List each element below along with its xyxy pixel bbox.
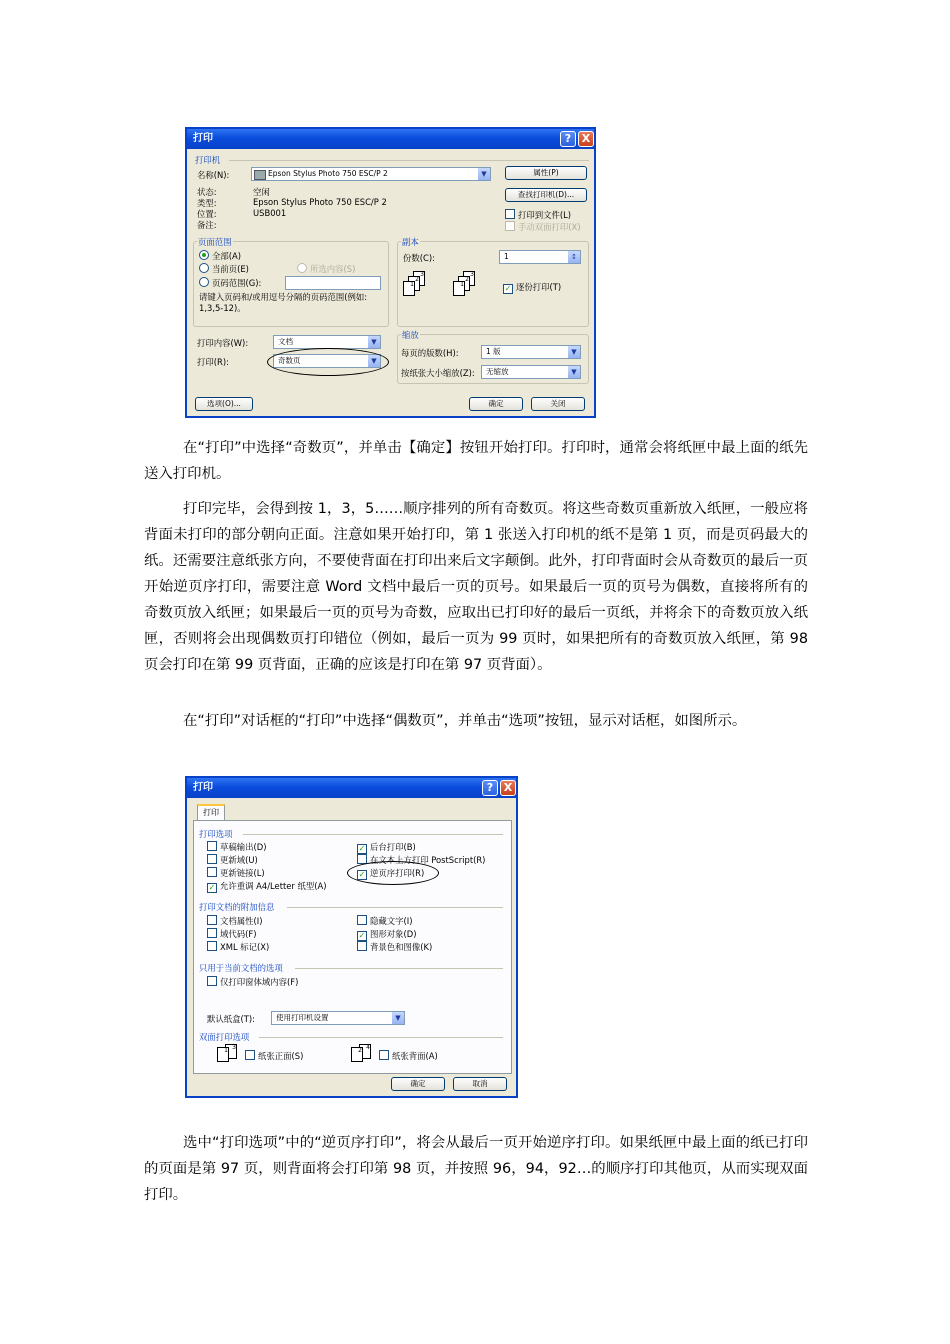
current-doc-separator: [295, 968, 503, 969]
scale-label: 按纸张大小缩放(Z):: [401, 368, 475, 378]
print-what-value: 文档: [278, 337, 293, 346]
status-label: 状态:: [197, 187, 217, 197]
copies-value: 1: [504, 252, 509, 261]
form-data-checkbox[interactable]: [207, 976, 298, 988]
check-icon: ✓: [504, 284, 512, 293]
print-dialog: [185, 127, 596, 418]
drawing-objects-label: 图形对象(D): [370, 929, 417, 939]
copies-spinner[interactable]: [499, 250, 581, 264]
default-tray-value: 使用打印机设置: [276, 1013, 329, 1022]
checkbox-box: [207, 976, 217, 986]
back-checkbox[interactable]: [379, 1050, 438, 1062]
comment-label: 备注:: [197, 220, 217, 230]
range-current-radio[interactable]: [199, 263, 249, 275]
xml-tags-checkbox[interactable]: [207, 941, 269, 953]
type-value: Epson Stylus Photo 750 ESC/P 2: [253, 197, 387, 207]
close-window-button[interactable]: X: [500, 780, 516, 796]
background-print-label: 后台打印(B): [370, 842, 416, 852]
field-codes-checkbox[interactable]: [207, 928, 256, 940]
print-to-file-label: 打印到文件(L): [518, 210, 572, 220]
range-all-label: 全部(A): [212, 251, 242, 261]
chevron-down-icon: ▼: [478, 168, 490, 180]
find-printer-button[interactable]: 查找打印机(D)...: [505, 188, 587, 202]
printer-name-value: Epson Stylus Photo 750 ESC/P 2: [268, 169, 388, 178]
checkbox-box: [207, 941, 217, 951]
dialog-title: 打印: [193, 133, 213, 144]
print-options-separator: [243, 834, 503, 835]
chevron-down-icon: ▼: [368, 336, 380, 348]
spinner-icon: ↕: [568, 251, 580, 263]
bg-colors-checkbox[interactable]: [357, 941, 432, 953]
paragraph-4: 选中“打印选项”中的“逆页序打印”，将会从最后一页开始逆序打印。如果纸匣中最上面的纸已打印的页面是第 97 页，则背面将会打印第 98 页，并按照 96，94，92…的顺序打印其他页，从而实现双面打印。: [144, 1135, 808, 1203]
hidden-text-checkbox[interactable]: [357, 915, 413, 927]
checkbox-box: [505, 221, 515, 231]
update-links-checkbox[interactable]: [207, 867, 265, 879]
radio-dot: [297, 263, 307, 273]
hidden-text-label: 隐藏文字(I): [370, 916, 413, 926]
doc-properties-label: 文档属性(I): [220, 916, 263, 926]
dialog-title-bar[interactable]: [187, 778, 516, 798]
collate-label: 逐份打印(T): [516, 282, 562, 292]
print-value: 奇数页: [278, 356, 301, 365]
chevron-down-icon: ▼: [568, 346, 580, 358]
properties-button[interactable]: 属性(P): [505, 166, 587, 180]
check-icon: ✓: [358, 931, 366, 940]
range-selection-label: 所选内容(S): [310, 264, 356, 274]
zoom-group-title: 缩放: [402, 330, 419, 340]
checkbox-box: [207, 915, 217, 925]
highlight-oval: [347, 861, 439, 885]
type-label: 类型:: [197, 198, 217, 208]
options-button[interactable]: 选项(O)...: [195, 397, 253, 411]
help-button[interactable]: ?: [482, 780, 498, 796]
copies-label: 份数(C):: [403, 253, 435, 263]
dialog-title-bar[interactable]: [187, 129, 594, 149]
range-current-label: 当前页(E): [212, 264, 249, 274]
range-pages-label: 页码范围(G):: [212, 278, 262, 288]
checkbox-box: [245, 1050, 255, 1060]
status-value: 空闲: [253, 187, 270, 197]
checkbox-box: [207, 928, 217, 938]
close-window-button[interactable]: X: [578, 131, 594, 147]
back-pages-icon: 4 2: [351, 1044, 375, 1062]
tab-print[interactable]: 打印: [197, 804, 225, 820]
where-label: 位置:: [197, 209, 217, 219]
cancel-button[interactable]: 取消: [453, 1077, 507, 1091]
chevron-down-icon: ▼: [568, 366, 580, 378]
front-label: 纸张正面(S): [258, 1051, 304, 1061]
radio-dot: [199, 250, 209, 260]
draft-label: 草稿输出(D): [220, 842, 267, 852]
collate-pages-icon: 3 2 1 3 2 1: [403, 271, 483, 311]
pages-per-sheet-select[interactable]: [481, 345, 581, 359]
printer-name-select[interactable]: [251, 167, 491, 181]
printer-group-title: 打印机: [195, 155, 221, 165]
print-what-label: 打印内容(W):: [197, 338, 249, 348]
page-range-input[interactable]: [285, 276, 381, 290]
printer-icon: [254, 170, 266, 180]
range-all-radio[interactable]: [199, 250, 241, 262]
page-range-hint: 请键入页码和/或用逗号分隔的页码范围(例如: 1,3,5-12)。: [199, 292, 368, 313]
manual-duplex-checkbox[interactable]: [505, 221, 581, 233]
check-icon: ✓: [208, 883, 216, 892]
checkbox-box: [379, 1050, 389, 1060]
chevron-down-icon: ▼: [368, 355, 380, 367]
checkbox-box: [357, 941, 367, 951]
printer-name-label: 名称(N):: [197, 170, 230, 180]
pages-per-sheet-label: 每页的版数(H):: [401, 348, 459, 358]
copies-group-title: 副本: [402, 237, 419, 247]
checkbox-box: [505, 209, 515, 219]
checkbox-box: [357, 915, 367, 925]
print-what-select[interactable]: [273, 335, 381, 349]
where-value: USB001: [253, 208, 287, 218]
scale-select[interactable]: [481, 365, 581, 379]
postscript-label: 在文本上方打印 PostScript(R): [370, 855, 486, 865]
update-fields-label: 更新域(U): [220, 855, 258, 865]
checkbox-box: [207, 841, 217, 851]
radio-dot: [199, 277, 209, 287]
check-icon: ✓: [358, 870, 366, 879]
front-pages-icon: 3 1: [217, 1044, 241, 1062]
background-print-checkbox[interactable]: [357, 841, 416, 854]
dialog-title: 打印: [193, 782, 213, 793]
field-codes-label: 域代码(F): [220, 929, 257, 939]
duplex-group-title: 双面打印选项: [199, 1032, 250, 1042]
update-links-label: 更新链接(L): [220, 868, 265, 878]
doc-properties-checkbox[interactable]: [207, 915, 263, 927]
default-tray-label: 默认纸盒(T):: [207, 1014, 255, 1024]
print-to-file-checkbox[interactable]: [505, 209, 571, 221]
back-label: 纸张背面(A): [392, 1051, 438, 1061]
print-options-group-title: 打印选项: [199, 829, 233, 839]
default-tray-select[interactable]: [271, 1011, 405, 1025]
manual-duplex-label: 手动双面打印(X): [518, 222, 581, 232]
form-data-label: 仅打印窗体域内容(F): [220, 977, 299, 987]
check-icon: ✓: [358, 844, 366, 853]
duplex-separator: [259, 1037, 503, 1038]
draft-checkbox[interactable]: [207, 841, 266, 853]
printer-group-separator: [229, 160, 589, 161]
include-separator: [287, 907, 503, 908]
paragraph-1: 在“打印”中选择“奇数页”，并单击【确定】按钮开始打印。打印时，通常会将纸匣中最上面的纸先送入打印机。: [144, 440, 808, 482]
current-doc-group-title: 只用于当前文档的选项: [199, 963, 283, 973]
range-pages-radio[interactable]: [199, 277, 261, 289]
include-group-title: 打印文档的附加信息: [199, 902, 275, 912]
chevron-down-icon: ▼: [392, 1012, 404, 1024]
highlight-oval: [267, 348, 389, 376]
close-button[interactable]: 关闭: [531, 397, 585, 411]
allow-a4-label: 允许重调 A4/Letter 纸型(A): [220, 881, 327, 891]
update-fields-checkbox[interactable]: [207, 854, 258, 866]
print-label: 打印(R):: [197, 357, 229, 367]
radio-dot: [199, 263, 209, 273]
allow-a4-checkbox[interactable]: [207, 880, 327, 893]
ok-button[interactable]: 确定: [391, 1077, 445, 1091]
checkbox-box: [207, 854, 217, 864]
page-range-group-title: 页面范围: [198, 237, 232, 247]
paragraph-2: 打印完毕，会得到按 1，3，5……顺序排列的所有奇数页。将这些奇数页重新放入纸匣，一般应将背面未打印的部分朝向正面。注意如果开始打印，第 1 张送入打印机的纸不是第 1 页，而是页码最大的纸。还需要注意纸张方向，不要使背面在打印出来后文字颠倒。此外，打印背面时会从奇数页的最后一页开始逆页序打印，需要注意 Word 文档中最后一页的页号。如果最后一页的页号为偶数，直接将所有的奇数页放入纸匣；如果最后一页的页号为奇数，应取出已打印好的最后一页纸，并将余下的奇数页放入纸匣，否则将会出现偶数页打印错位（例如，最后一页为 99 页时，如果把所有的奇数页放入纸匣，第 98 页会打印在第 99 页背面，正确的应该是打印在第 97 页背面）。: [144, 501, 808, 673]
front-checkbox[interactable]: [245, 1050, 303, 1062]
scale-value: 无缩放: [486, 367, 509, 376]
reverse-order-label: 逆页序打印(R): [370, 868, 425, 878]
drawing-objects-checkbox[interactable]: [357, 928, 416, 941]
ok-button[interactable]: 确定: [469, 397, 523, 411]
pages-per-sheet-value: 1 版: [486, 347, 501, 356]
options-dialog: [185, 776, 518, 1098]
paragraph-3: 在“打印”对话框的“打印”中选择“偶数页”，并单击“选项”按钮，显示对话框，如图所示。: [183, 713, 747, 729]
bg-colors-label: 背景色和图像(K): [370, 942, 433, 952]
help-button[interactable]: ?: [560, 131, 576, 147]
checkbox-box: [207, 867, 217, 877]
range-selection-radio[interactable]: [297, 263, 355, 275]
xml-tags-label: XML 标记(X): [220, 942, 270, 952]
collate-checkbox[interactable]: [503, 281, 561, 294]
